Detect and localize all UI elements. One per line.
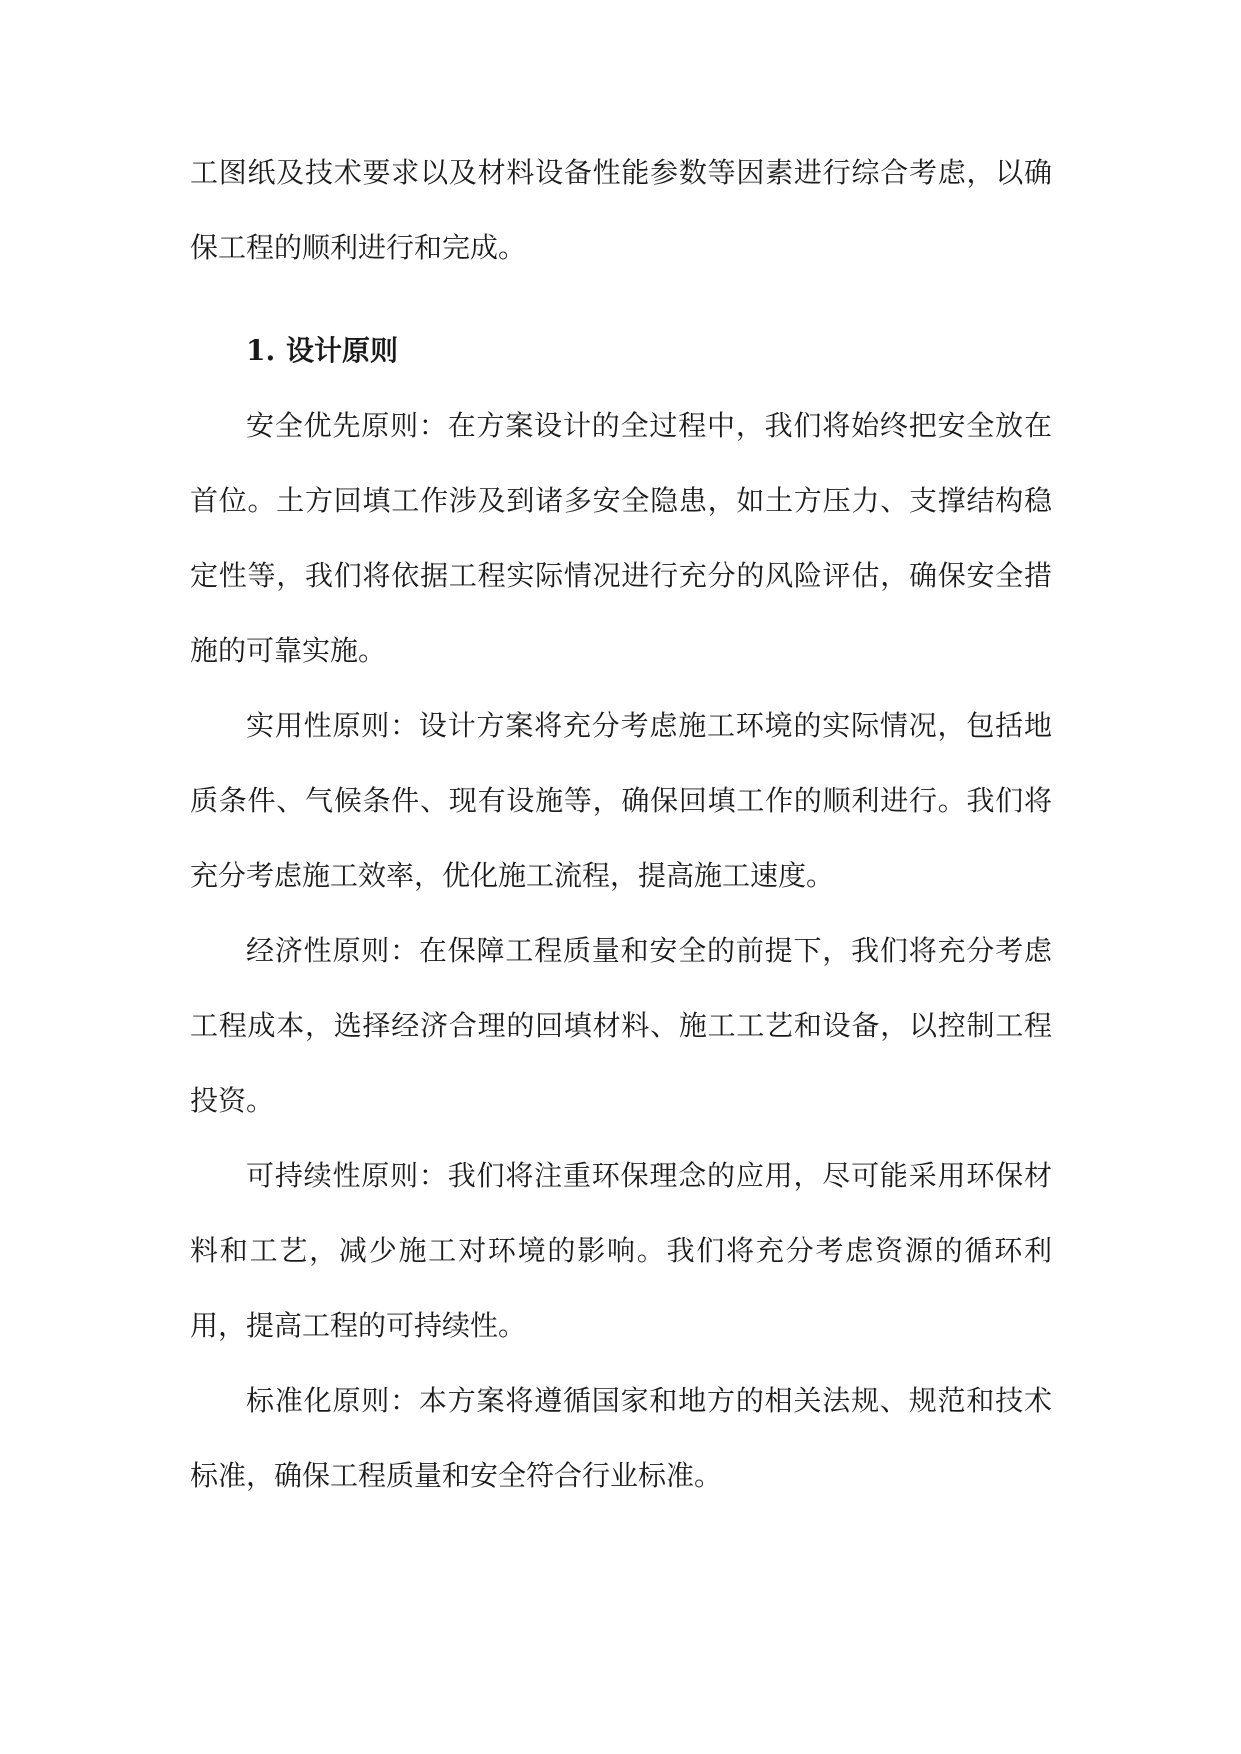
document-body [190,135,1052,1513]
paragraph-practicality-principle: 实用性原则：设计方案将充分考虑施工环境的实际情况，包括地质条件、气候条件、现有设施等，确保回填工作的顺利进行。我们将充分考虑施工效率，优化施工流程，提高施工速度。 [190,709,1052,892]
paragraph-economy-principle: 经济性原则：在保障工程质量和安全的前提下，我们将充分考虑工程成本，选择经济合理的回填材料、施工工艺和设备，以控制工程投资。 [190,934,1052,1117]
section-heading [190,313,1052,388]
section-title: 设计原则 [286,334,399,367]
paragraph-safety-principle: 安全优先原则：在方案设计的全过程中，我们将始终把安全放在首位。土方回填工作涉及到诸多安全隐患，如土方压力、支撑结构稳定性等，我们将依据工程实际情况进行充分的风险评估，确保安全措施的可靠实施。 [190,409,1052,667]
section-number: 1. [246,334,276,367]
paragraph-sustainability-principle: 可持续性原则：我们将注重环保理念的应用，尽可能采用环保材料和工艺，减少施工对环境的影响。我们将充分考虑资源的循环利用，提高工程的可持续性。 [190,1159,1052,1342]
paragraph-standardization-principle: 标准化原则：本方案将遵循国家和地方的相关法规、规范和技术标准，确保工程质量和安全符合行业标准。 [190,1384,1052,1492]
intro-paragraph: 工图纸及技术要求以及材料设备性能参数等因素进行综合考虑，以确保工程的顺利进行和完成。 [190,156,1052,264]
